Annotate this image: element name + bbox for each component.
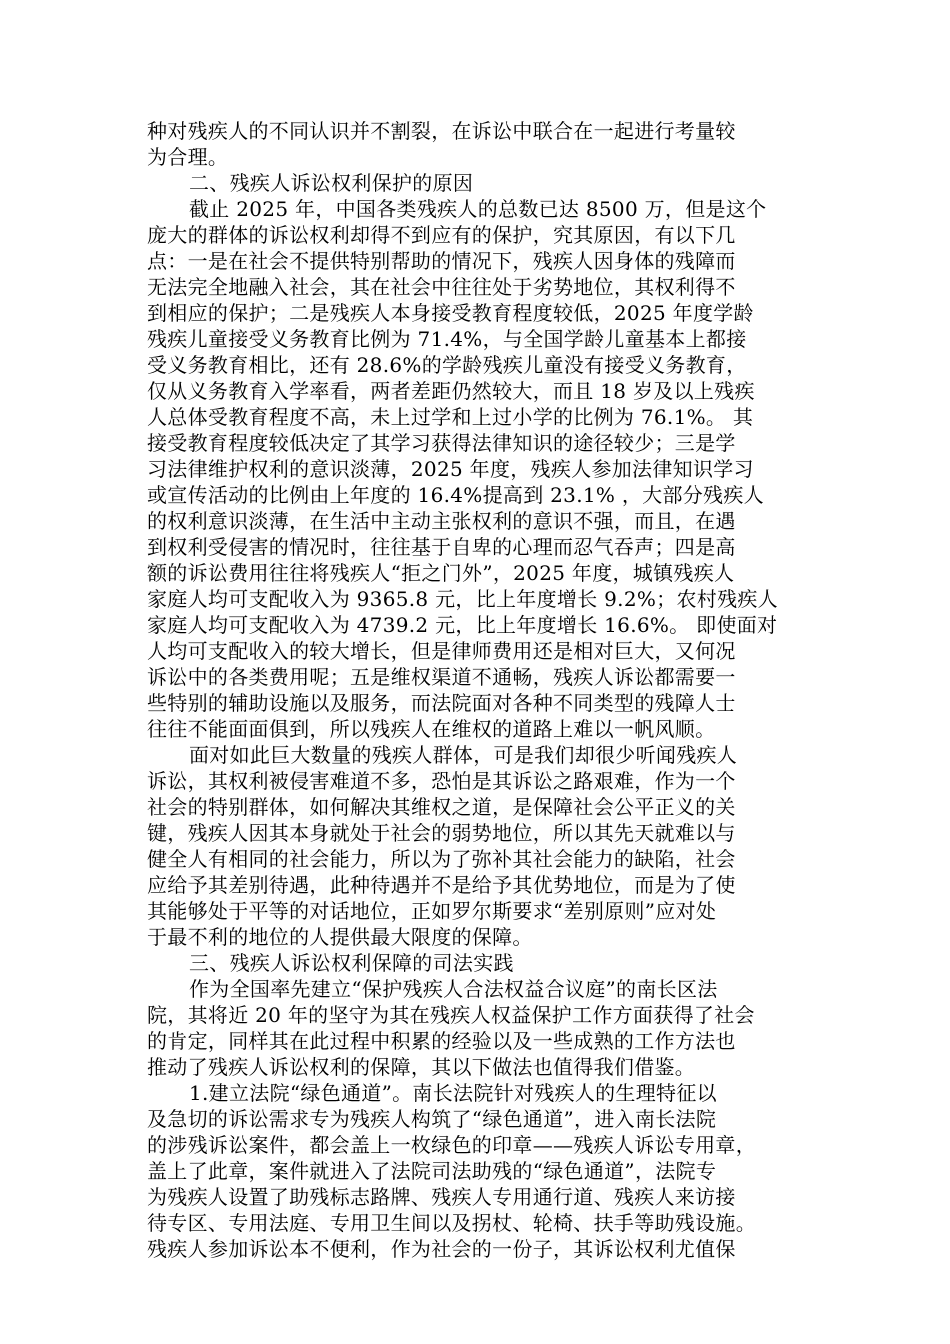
text-line: 应给予其差别待遇，此种待遇并不是给予其优势地位，而是为了使 xyxy=(147,873,736,897)
text-line: 截止 2025 年，中国各类残疾人的总数已达 8500 万，但是这个 xyxy=(189,197,767,221)
text-line: 残疾人参加诉讼本不便利，作为社会的一份子，其诉讼权利尤值保 xyxy=(147,1237,736,1261)
text-line: 待专区、专用法庭、专用卫生间以及拐杖、轮椅、扶手等助残设施。 xyxy=(147,1211,756,1235)
text-line: 庞大的群体的诉讼权利却得不到应有的保护，究其原因，有以下几 xyxy=(147,223,736,247)
text-line: 或宣传活动的比例由上年度的 16.4%提高到 23.1% ，大部分残疾人 xyxy=(147,483,764,507)
text-line: 院，其将近 20 年的坚守为其在残疾人权益保护工作方面获得了社会 xyxy=(147,1003,755,1027)
text-line: 其能够处于平等的对话地位，正如罗尔斯要求“差别原则”应对处 xyxy=(147,899,717,923)
text-line: 盖上了此章，案件就进入了法院司法助残的“绿色通道”，法院专 xyxy=(147,1159,717,1183)
text-line: 人均可支配收入的较大增长，但是律师费用还是相对巨大，又何况 xyxy=(147,639,736,663)
text-line: 推动了残疾人诉讼权利的保障，其以下做法也值得我们借鉴。 xyxy=(147,1055,696,1079)
text-line: 残疾儿童接受义务教育比例为 71.4%，与全国学龄儿童基本上都接 xyxy=(147,327,747,351)
text-line: 的涉残诉讼案件，都会盖上一枚绿色的印章——残疾人诉讼专用章， xyxy=(147,1133,756,1157)
text-line: 无法完全地融入社会，其在社会中往往处于劣势地位，其权利得不 xyxy=(147,275,736,299)
text-line: 些特别的辅助设施以及服务，而法院面对各种不同类型的残障人士 xyxy=(147,691,736,715)
text-line: 1.建立法院“绿色通道”。南长法院针对残疾人的生理特征以 xyxy=(189,1081,717,1105)
text-line: 三、残疾人诉讼权利保障的司法实践 xyxy=(189,951,514,975)
document-body xyxy=(147,118,807,1262)
text-line: 额的诉讼费用往往将残疾人“拒之门外”，2025 年度，城镇残疾人 xyxy=(147,561,735,585)
text-line: 面对如此巨大数量的残疾人群体，可是我们却很少听闻残疾人 xyxy=(189,743,738,767)
text-line: 健全人有相同的社会能力，所以为了弥补其社会能力的缺陷，社会 xyxy=(147,847,736,871)
text-line: 诉讼中的各类费用呢；五是维权渠道不通畅，残疾人诉讼都需要一 xyxy=(147,665,736,689)
text-line: 习法律维护权利的意识淡薄，2025 年度，残疾人参加法律知识学习 xyxy=(147,457,754,481)
text-line: 为合理。 xyxy=(147,145,229,169)
text-line: 及急切的诉讼需求专为残疾人构筑了“绿色通道”，进入南长法院 xyxy=(147,1107,717,1131)
text-line: 二、残疾人诉讼权利保护的原因 xyxy=(189,171,474,195)
text-line: 家庭人均可支配收入为 9365.8 元，比上年度增长 9.2%；农村残疾人 xyxy=(147,587,778,611)
text-line: 到相应的保护；二是残疾人本身接受教育程度较低，2025 年度学龄 xyxy=(147,301,754,325)
text-line: 于最不利的地位的人提供最大限度的保障。 xyxy=(147,925,533,949)
text-line: 的肯定，同样其在此过程中积累的经验以及一些成熟的工作方法也 xyxy=(147,1029,736,1053)
text-line: 社会的特别群体，如何解决其维权之道，是保障社会公平正义的关 xyxy=(147,795,736,819)
text-line: 诉讼，其权利被侵害难道不多，恐怕是其诉讼之路艰难，作为一个 xyxy=(147,769,736,793)
text-line: 的权利意识淡薄，在生活中主动主张权利的意识不强，而且，在遇 xyxy=(147,509,736,533)
text-line: 点：一是在社会不提供特别帮助的情况下，残疾人因身体的残障而 xyxy=(147,249,736,273)
text-line: 受义务教育相比，还有 28.6%的学龄残疾儿童没有接受义务教育， xyxy=(147,353,747,377)
text-line: 仅从义务教育入学率看，两者差距仍然较大，而且 18 岁及以上残疾 xyxy=(147,379,755,403)
text-line: 人总体受教育程度不高，未上过学和上过小学的比例为 76.1%。 其 xyxy=(147,405,754,429)
text-line: 接受教育程度较低决定了其学习获得法律知识的途径较少；三是学 xyxy=(147,431,736,455)
text-line: 键，残疾人因其本身就处于社会的弱势地位，所以其先天就难以与 xyxy=(147,821,736,845)
text-line: 为残疾人设置了助残标志路牌、残疾人专用通行道、残疾人来访接 xyxy=(147,1185,736,1209)
text-line: 家庭人均可支配收入为 4739.2 元，比上年度增长 16.6%。 即使面对 xyxy=(147,613,778,637)
text-line: 作为全国率先建立“保护残疾人合法权益合议庭”的南长区法 xyxy=(189,977,718,1001)
text-line: 种对残疾人的不同认识并不割裂，在诉讼中联合在一起进行考量较 xyxy=(147,119,736,143)
text-line: 到权利受侵害的情况时，往往基于自卑的心理而忍气吞声；四是高 xyxy=(147,535,736,559)
text-line: 往往不能面面俱到，所以残疾人在维权的道路上难以一帆风顺。 xyxy=(147,717,716,741)
